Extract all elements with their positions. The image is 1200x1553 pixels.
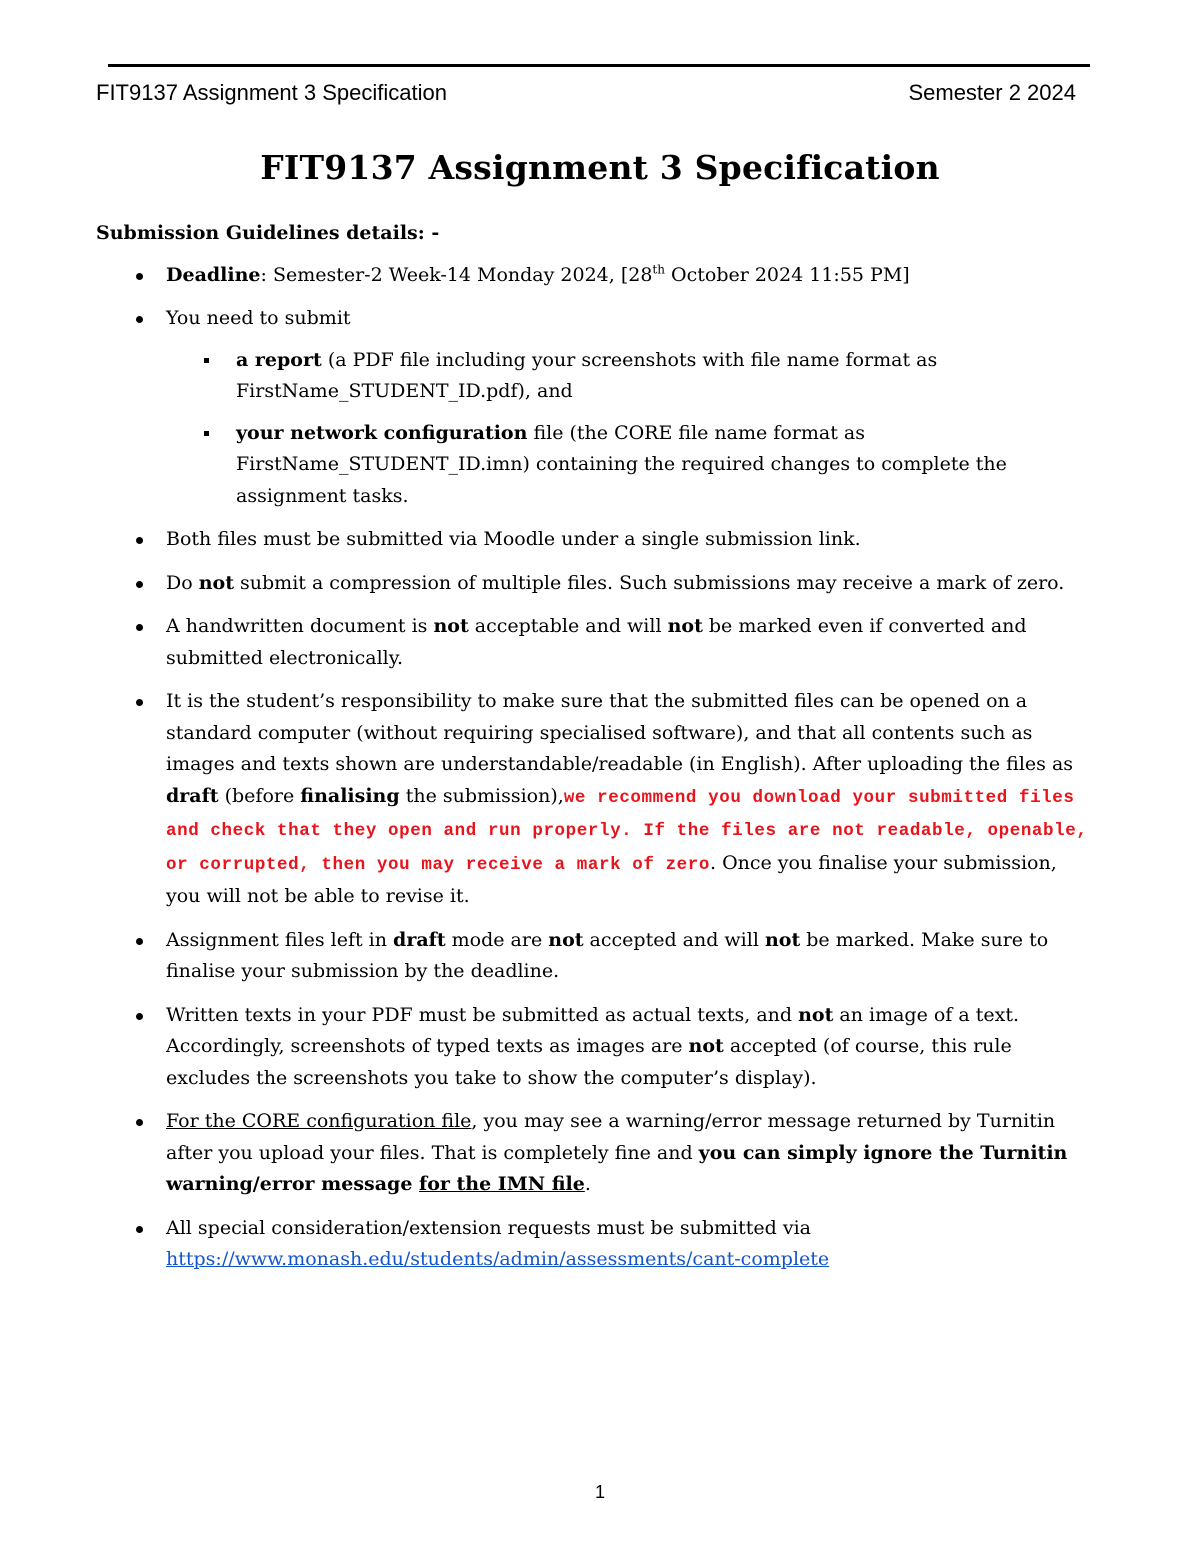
config-text: file (the CORE file name format as FirstName_STUDENT_ID.imn) containing the required changes to complete the assignment tasks. bbox=[236, 421, 1007, 507]
bullet-icon bbox=[136, 581, 143, 588]
special-consideration-text: All special consideration/extension requests must be submitted via bbox=[166, 1216, 811, 1239]
list-item-moodle bbox=[96, 524, 1096, 556]
bullet-icon bbox=[136, 1119, 143, 1126]
core-file-end: . bbox=[584, 1173, 591, 1195]
bullet-icon bbox=[136, 537, 143, 544]
compression-text-end: submit a compression of multiple files. Such submissions may receive a mark of zero. bbox=[233, 571, 1065, 594]
handwritten-not-1: not bbox=[433, 615, 469, 637]
responsibility-text: It is the student’s responsibility to make sure that the submitted files can be opened on a standard computer (without requiring specialised software), and that all contents such as images and texts shown are understandable/readable (in English). After uploading the files as bbox=[166, 690, 1074, 775]
submit-intro: You need to submit bbox=[166, 307, 351, 329]
deadline-superscript: th bbox=[652, 262, 665, 277]
responsibility-draft: draft bbox=[166, 784, 219, 807]
sublist-item-report bbox=[166, 345, 1096, 408]
list-item-deadline bbox=[96, 260, 1096, 292]
moodle-text: Both files must be submitted via Moodle under a single submission link. bbox=[166, 528, 861, 550]
header-document-title: FIT9137 Assignment 3 Specification bbox=[96, 80, 447, 105]
handwritten-text: A handwritten document is bbox=[166, 615, 434, 637]
core-file-label: For the CORE configuration file bbox=[166, 1110, 472, 1132]
section-heading: Submission Guidelines details: - bbox=[96, 222, 440, 244]
deadline-text: : Semester-2 Week-14 Monday 2024, [28 bbox=[260, 263, 653, 286]
list-item-handwritten bbox=[96, 611, 1096, 674]
draft-text: Assignment files left in bbox=[166, 928, 394, 951]
written-not-2: not bbox=[688, 1035, 724, 1057]
list-item-responsibility bbox=[96, 686, 1096, 913]
draft-text-end: be marked. Make sure to finalise your submission by the deadline. bbox=[166, 928, 1049, 982]
handwritten-text-mid: acceptable and will bbox=[468, 615, 668, 637]
deadline-text-end: October 2024 11:55 PM] bbox=[664, 263, 910, 286]
responsibility-text-3: the submission), bbox=[399, 784, 564, 807]
handwritten-text-end: be marked even if converted and submitted electronically. bbox=[166, 615, 1027, 669]
core-file-imn: for the IMN file bbox=[419, 1173, 585, 1195]
responsibility-finalising: finalising bbox=[300, 784, 400, 807]
deadline-label: Deadline bbox=[166, 263, 261, 286]
list-item-compression bbox=[96, 568, 1096, 600]
header-semester: Semester 2 2024 bbox=[908, 80, 1076, 105]
written-text: Written texts in your PDF must be submitted as actual texts, and bbox=[166, 1003, 799, 1026]
core-file-bold: you can simply ignore the Turnitin warning/error message bbox=[166, 1141, 1068, 1195]
draft-not-2: not bbox=[764, 928, 801, 951]
page-number: 1 bbox=[594, 1482, 605, 1502]
core-file-text: , you may see a warning/error message returned by Turnitin after you upload your files. That is completely fine and bbox=[166, 1110, 1056, 1164]
written-text-end: accepted (of course, this rule excludes the screenshots you take to show the computer’s display). bbox=[166, 1035, 1012, 1089]
page-title: FIT9137 Assignment 3 Specification bbox=[260, 148, 940, 187]
header-rule bbox=[108, 64, 1090, 67]
config-label: your network configuration bbox=[236, 421, 528, 444]
handwritten-not-2: not bbox=[667, 615, 703, 637]
report-label: a report bbox=[236, 348, 322, 371]
responsibility-text-end: . Once you finalise your submission, you will not be able to revise it. bbox=[166, 851, 1057, 907]
bullet-icon bbox=[136, 1013, 143, 1020]
draft-bold: draft bbox=[393, 928, 446, 951]
sublist-item-config bbox=[166, 418, 1096, 513]
list-item-core-file bbox=[96, 1106, 1096, 1201]
bullet-icon bbox=[136, 273, 143, 280]
list-item-special-consideration bbox=[96, 1213, 1096, 1276]
list-item-draft-mode bbox=[96, 925, 1096, 988]
responsibility-text-2: (before bbox=[218, 784, 301, 807]
compression-text: Do bbox=[166, 571, 199, 594]
list-item-written-text bbox=[96, 1000, 1096, 1095]
bullet-icon bbox=[136, 316, 143, 323]
bullet-icon bbox=[136, 1226, 143, 1233]
responsibility-warning: we recommend you download your submitted files and check that they open and run properly. If the files are not readable, openable, or corrupted, then you may receive a mark of zero bbox=[166, 787, 1088, 875]
submit-sublist bbox=[166, 345, 1096, 513]
draft-text-3: accepted and will bbox=[583, 928, 765, 951]
guidelines-list bbox=[96, 260, 1096, 1276]
bullet-icon bbox=[136, 938, 143, 945]
draft-text-2: mode are bbox=[445, 928, 549, 951]
bullet-icon bbox=[136, 699, 143, 706]
special-consideration-link[interactable]: https://www.monash.edu/students/admin/assessments/cant-complete bbox=[166, 1248, 830, 1270]
draft-not-1: not bbox=[548, 928, 584, 951]
written-text-2: an image of a text. Accordingly, screenshots of typed texts as images are bbox=[166, 1003, 1020, 1057]
list-item-submit bbox=[96, 303, 1096, 512]
document-body bbox=[96, 218, 1096, 1288]
square-bullet-icon bbox=[204, 431, 209, 436]
compression-not: not bbox=[198, 571, 234, 594]
square-bullet-icon bbox=[204, 358, 209, 363]
report-text: (a PDF file including your screenshots with file name format as FirstName_STUDENT_ID.pdf), and bbox=[236, 348, 938, 402]
bullet-icon bbox=[136, 624, 143, 631]
written-not-1: not bbox=[798, 1003, 834, 1026]
